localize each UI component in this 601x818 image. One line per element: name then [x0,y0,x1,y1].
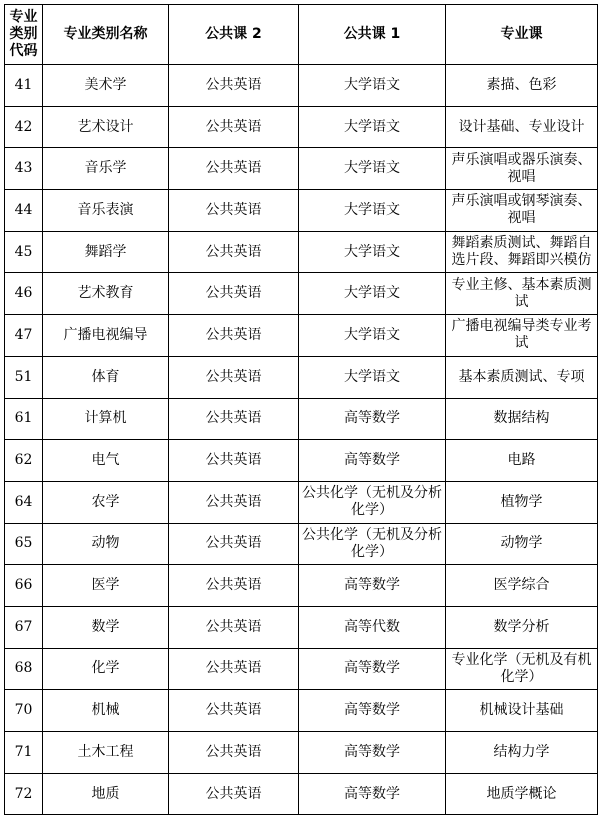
cell-name: 化学 [43,648,169,690]
cell-major: 机械设计基础 [446,690,598,732]
cell-major: 地质学概论 [446,773,598,815]
cell-public2: 公共英语 [169,356,299,398]
table-row [5,273,598,315]
cell-major: 声乐演唱或钢琴演奏、视唱 [446,190,598,232]
cell-public1: 高等数学 [299,398,446,440]
cell-name: 艺术设计 [43,106,169,148]
cell-public1: 公共化学（无机及分析化学） [299,481,446,523]
cell-public1: 高等数学 [299,440,446,482]
cell-major: 专业化学（无机及有机化学） [446,648,598,690]
cell-name: 音乐表演 [43,190,169,232]
cell-major: 广播电视编导类专业考试 [446,315,598,357]
cell-public1: 大学语文 [299,315,446,357]
cell-name: 地质 [43,773,169,815]
cell-public2: 公共英语 [169,231,299,273]
cell-public2: 公共英语 [169,773,299,815]
cell-public1: 大学语文 [299,356,446,398]
cell-code: 41 [5,65,43,107]
cell-name: 农学 [43,481,169,523]
cell-public2: 公共英语 [169,565,299,607]
cell-name: 机械 [43,690,169,732]
cell-public2: 公共英语 [169,148,299,190]
cell-public2: 公共英语 [169,690,299,732]
cell-code: 42 [5,106,43,148]
table-row [5,523,598,565]
cell-code: 62 [5,440,43,482]
table-row [5,398,598,440]
table-body [5,65,598,815]
cell-major: 电路 [446,440,598,482]
cell-code: 51 [5,356,43,398]
cell-major: 专业主修、基本素质测试 [446,273,598,315]
cell-name: 数学 [43,606,169,648]
subjects-table [4,4,598,815]
cell-major: 医学综合 [446,565,598,607]
cell-public1: 大学语文 [299,231,446,273]
cell-name: 音乐学 [43,148,169,190]
cell-code: 47 [5,315,43,357]
cell-public1: 大学语文 [299,106,446,148]
cell-name: 电气 [43,440,169,482]
cell-code: 67 [5,606,43,648]
cell-code: 64 [5,481,43,523]
table-row [5,606,598,648]
cell-public1: 大学语文 [299,190,446,232]
table-row [5,481,598,523]
cell-name: 土木工程 [43,732,169,774]
cell-major: 舞蹈素质测试、舞蹈自选片段、舞蹈即兴模仿 [446,231,598,273]
cell-name: 美术学 [43,65,169,107]
cell-public1: 高等代数 [299,606,446,648]
cell-major: 基本素质测试、专项 [446,356,598,398]
cell-name: 艺术教育 [43,273,169,315]
cell-code: 71 [5,732,43,774]
cell-public2: 公共英语 [169,606,299,648]
cell-code: 68 [5,648,43,690]
header-major: 专业课 [446,5,598,65]
cell-public2: 公共英语 [169,190,299,232]
table-row [5,148,598,190]
cell-public1: 高等数学 [299,690,446,732]
cell-code: 45 [5,231,43,273]
table-row [5,690,598,732]
cell-code: 46 [5,273,43,315]
cell-public2: 公共英语 [169,65,299,107]
table-row [5,565,598,607]
table-row [5,315,598,357]
cell-public2: 公共英语 [169,732,299,774]
cell-code: 65 [5,523,43,565]
header-public1: 公共课 1 [299,5,446,65]
cell-public2: 公共英语 [169,481,299,523]
table-row [5,732,598,774]
cell-public2: 公共英语 [169,273,299,315]
table-row [5,648,598,690]
header-row [5,5,598,65]
cell-major: 数学分析 [446,606,598,648]
cell-major: 动物学 [446,523,598,565]
cell-code: 72 [5,773,43,815]
cell-name: 舞蹈学 [43,231,169,273]
cell-public1: 大学语文 [299,273,446,315]
table-row [5,231,598,273]
cell-name: 体育 [43,356,169,398]
cell-code: 44 [5,190,43,232]
cell-code: 43 [5,148,43,190]
cell-public1: 大学语文 [299,148,446,190]
table-row [5,773,598,815]
cell-major: 数据结构 [446,398,598,440]
cell-public2: 公共英语 [169,398,299,440]
cell-public2: 公共英语 [169,315,299,357]
cell-major: 素描、色彩 [446,65,598,107]
cell-public1: 高等数学 [299,732,446,774]
header-public2: 公共课 2 [169,5,299,65]
cell-major: 设计基础、专业设计 [446,106,598,148]
cell-code: 70 [5,690,43,732]
cell-public2: 公共英语 [169,440,299,482]
cell-name: 医学 [43,565,169,607]
cell-name: 广播电视编导 [43,315,169,357]
cell-public2: 公共英语 [169,106,299,148]
table-row [5,65,598,107]
cell-major: 声乐演唱或器乐演奏、视唱 [446,148,598,190]
cell-public1: 高等数学 [299,565,446,607]
cell-code: 61 [5,398,43,440]
cell-public1: 高等数学 [299,773,446,815]
cell-name: 计算机 [43,398,169,440]
cell-major: 结构力学 [446,732,598,774]
table-row [5,440,598,482]
cell-public1: 高等数学 [299,648,446,690]
header-name: 专业类别名称 [43,5,169,65]
header-code: 专业类别代码 [5,5,43,65]
table-row [5,356,598,398]
cell-public2: 公共英语 [169,648,299,690]
cell-name: 动物 [43,523,169,565]
cell-public1: 大学语文 [299,65,446,107]
table-row [5,106,598,148]
cell-code: 66 [5,565,43,607]
cell-public1: 公共化学（无机及分析化学） [299,523,446,565]
cell-public2: 公共英语 [169,523,299,565]
cell-major: 植物学 [446,481,598,523]
table-row [5,190,598,232]
